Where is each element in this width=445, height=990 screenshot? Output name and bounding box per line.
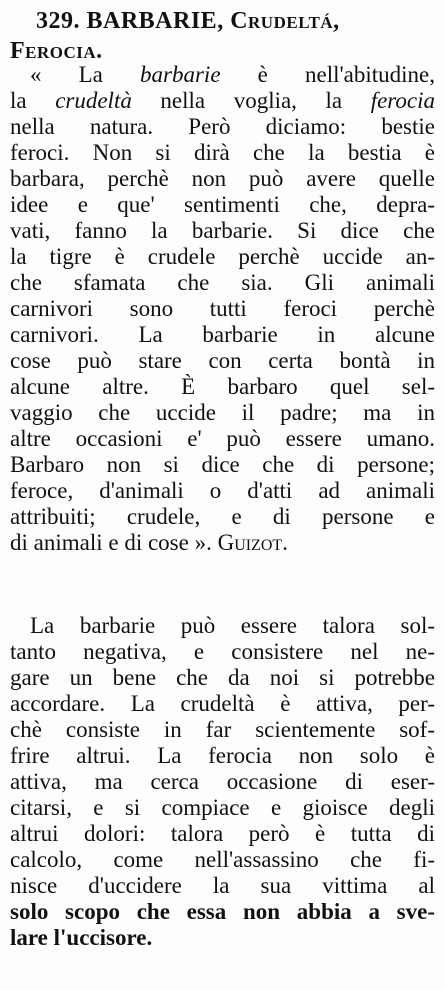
text-line: attiva, ma cerca occasione di eser-	[10, 769, 435, 794]
text-line	[10, 296, 435, 322]
text-segment: la tigre è crudele perchè uccide an-	[10, 244, 435, 269]
entry-synonym-2: Ferocia.	[10, 38, 103, 64]
text-segment: idee e que' sentimenti che, depra-	[10, 192, 435, 217]
text-segment: cose può stare con certa bontà in	[10, 348, 435, 373]
entry-number: 329.	[36, 8, 80, 34]
text-line: gare un bene che da noi si potrebbe	[10, 665, 435, 690]
text-line: solo scopo che essa non abbia a sve-	[10, 899, 435, 924]
text-segment: vati, fanno la barbarie. Si dice che	[10, 218, 435, 243]
text-segment: è nell'abitudine,	[220, 62, 435, 87]
text-line	[10, 114, 435, 140]
text-line: accordare. La crudeltà è attiva, per-	[10, 691, 435, 716]
text-line	[10, 88, 435, 114]
text-line	[10, 374, 435, 400]
text-segment: carnivori. La barbarie in alcune	[10, 322, 435, 347]
quote-paragraph	[10, 62, 435, 556]
text-segment: che sfamata che sia. Gli animali	[10, 270, 435, 295]
text-line: chè consiste in far scientemente sof-	[10, 717, 435, 742]
text-line	[10, 322, 435, 348]
text-segment: barbara, perchè non può avere quelle	[10, 166, 435, 191]
text-segment: vaggio che uccide il padre; ma in	[10, 400, 435, 425]
text-line	[10, 400, 435, 426]
text-segment: nella natura. Però diciamo: bestie	[10, 114, 435, 139]
text-line	[10, 140, 435, 166]
text-line: frire altrui. La ferocia non solo è	[10, 743, 435, 768]
text-line: tanto negativa, e consistere nel ne-	[10, 639, 435, 664]
text-line	[10, 348, 435, 374]
text-segment: nella voglia, la	[131, 88, 371, 113]
text-segment: crudeltà	[55, 88, 132, 113]
text-segment: ferocia	[370, 88, 435, 113]
text-segment: feroce, d'animali o d'atti ad animali	[10, 478, 435, 503]
text-line	[10, 166, 435, 192]
text-line	[10, 530, 435, 556]
text-segment: Barbaro non si dice che di persone;	[10, 452, 435, 477]
text-segment: Guizot.	[217, 530, 288, 555]
text-line	[10, 192, 435, 218]
text-line: altrui dolori: talora però è tutta di	[10, 821, 435, 846]
entry-keyword: BARBARIE,	[86, 8, 224, 34]
text-segment: di animali e di cose ».	[10, 530, 218, 555]
text-segment: feroci. Non si dirà che la bestia è	[10, 140, 435, 165]
commentary-paragraph	[10, 613, 435, 951]
text-line: La barbarie può essere talora sol-	[30, 613, 435, 638]
text-segment: attribuiti; crudele, e di persone e	[10, 504, 435, 529]
text-line	[10, 270, 435, 296]
entry-heading	[10, 6, 435, 66]
text-line	[10, 244, 435, 270]
text-line	[10, 504, 435, 530]
text-line: citarsi, e si compiace e gioisce degli	[10, 795, 435, 820]
text-segment: la	[10, 88, 56, 113]
entry-synonym-1: Crudeltá,	[230, 8, 340, 34]
text-line	[10, 218, 435, 244]
text-line	[10, 478, 435, 504]
text-line: lare l'uccisore.	[10, 925, 153, 950]
text-line: calcolo, come nell'assassino che fi-	[10, 847, 435, 872]
text-line	[10, 452, 435, 478]
text-segment: carnivori sono tutti feroci perchè	[10, 296, 435, 321]
text-segment: barbarie	[140, 62, 221, 87]
text-line: nisce d'uccidere la sua vittima al	[10, 873, 435, 898]
text-line	[10, 62, 435, 88]
text-segment: alcune altre. È barbaro quel sel-	[10, 374, 435, 399]
text-segment: altre occasioni e' può essere umano.	[10, 426, 435, 451]
text-line	[10, 426, 435, 452]
text-segment: « La	[30, 62, 141, 87]
